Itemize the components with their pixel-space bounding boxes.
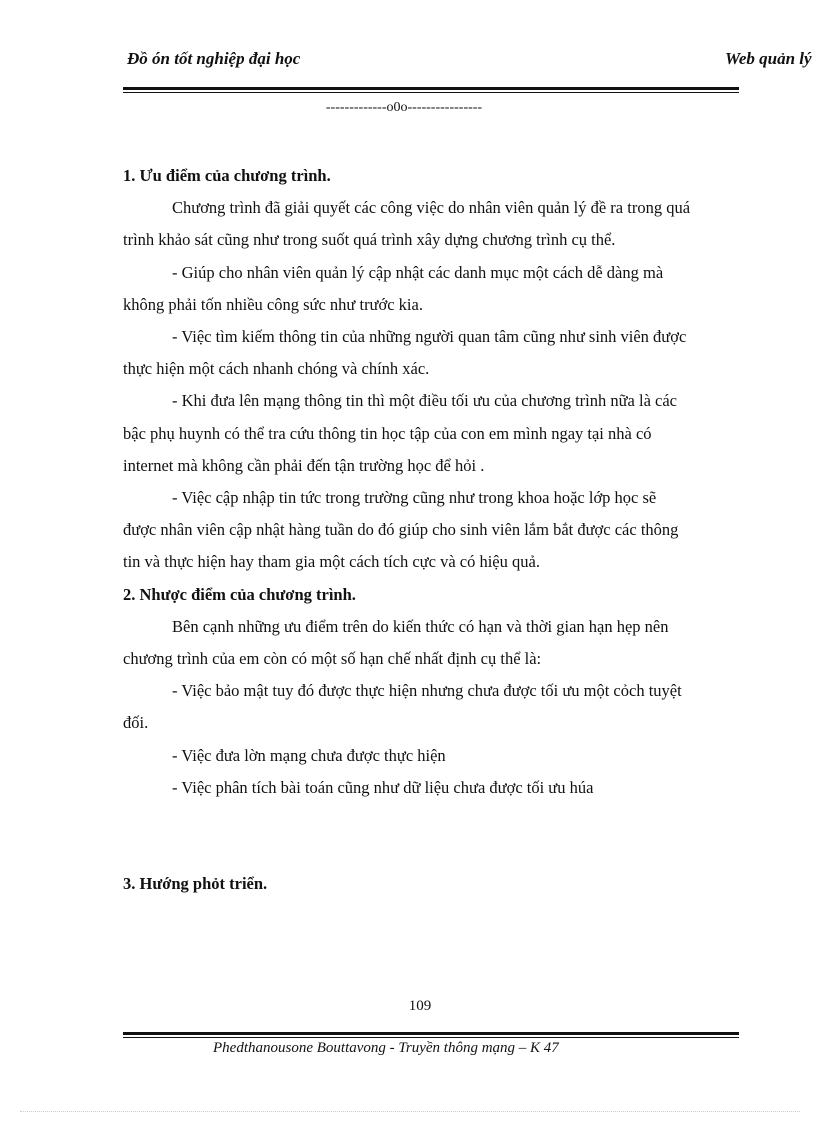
page-number bbox=[0, 998, 816, 1015]
section-heading: 1. Ưu điểm của chương trình. bbox=[123, 166, 331, 185]
paragraph: - Khi đưa lên mạng thông tin thì một điều tối ưu của chương trình nữa là các bậc phụ huynh có thể tra cứu thông tin học tập của con em mình ngay tại nhà có internet mà không cần phải đến tận trường học để hỏi . bbox=[123, 391, 678, 475]
paragraph: Chương trình đã giải quyết các công việc do nhân viên quản lý đề ra trong quá trình khảo sát cũng như trong suốt quá trình xây dựng chương trình cụ thể. bbox=[123, 198, 691, 250]
spacer bbox=[123, 804, 693, 868]
paragraph: - Giúp cho nhân viên quản lý cập nhật các danh mục một cách dễ dàng mà không phải tốn nhiều công sức như trước kia. bbox=[123, 262, 664, 314]
page-number-text: 109 bbox=[408, 998, 432, 1014]
paragraph: - Việc tìm kiếm thông tin của những người quan tâm cũng như sinh viên được thực hiện một cách nhanh chóng và chính xác. bbox=[123, 327, 687, 379]
footer-rule bbox=[123, 1032, 739, 1038]
page-footer: Phedthanousone Bouttavong - Truyền thông mạng – K 47 bbox=[213, 1040, 559, 1056]
header-left-title: Đồ ón tốt nghiệp đại học bbox=[127, 49, 301, 68]
divider-text: -------------o0o---------------- bbox=[325, 100, 483, 115]
section-heading: 3. Hướng phỏt triển. bbox=[123, 874, 268, 894]
paragraph: - Việc cập nhập tin tức trong trường cũng như trong khoa hoặc lớp học sẽ được nhân viên cập nhật hàng tuần do đó giúp cho sinh viên lắm bắt được các thông tin và thực hiện hay tham gia một cách tích cực và có hiệu quả. bbox=[123, 488, 679, 572]
paragraph: - Việc phân tích bài toán cũng như dữ liệu chưa được tối ưu húa bbox=[172, 777, 594, 797]
paragraph: - Việc đưa lờn mạng chưa được thực hiện bbox=[172, 745, 446, 765]
header-right-title: Web quản lý bbox=[725, 49, 812, 68]
page-body bbox=[123, 160, 693, 900]
section-divider bbox=[0, 100, 816, 116]
paragraph: Bên cạnh những ưu điểm trên do kiến thức có hạn và thời gian hạn hẹp nên chương trình của em còn có một số hạn chế nhất định cụ thể là: bbox=[123, 616, 669, 669]
header-rule bbox=[123, 87, 739, 93]
paragraph: - Việc bảo mật tuy đó được thực hiện nhưng chưa được tối ưu một cỏch tuyệt đối. bbox=[123, 681, 682, 733]
page-edge-divider bbox=[20, 1111, 800, 1112]
section-heading: 2. Nhược điểm của chương trình. bbox=[123, 584, 356, 604]
